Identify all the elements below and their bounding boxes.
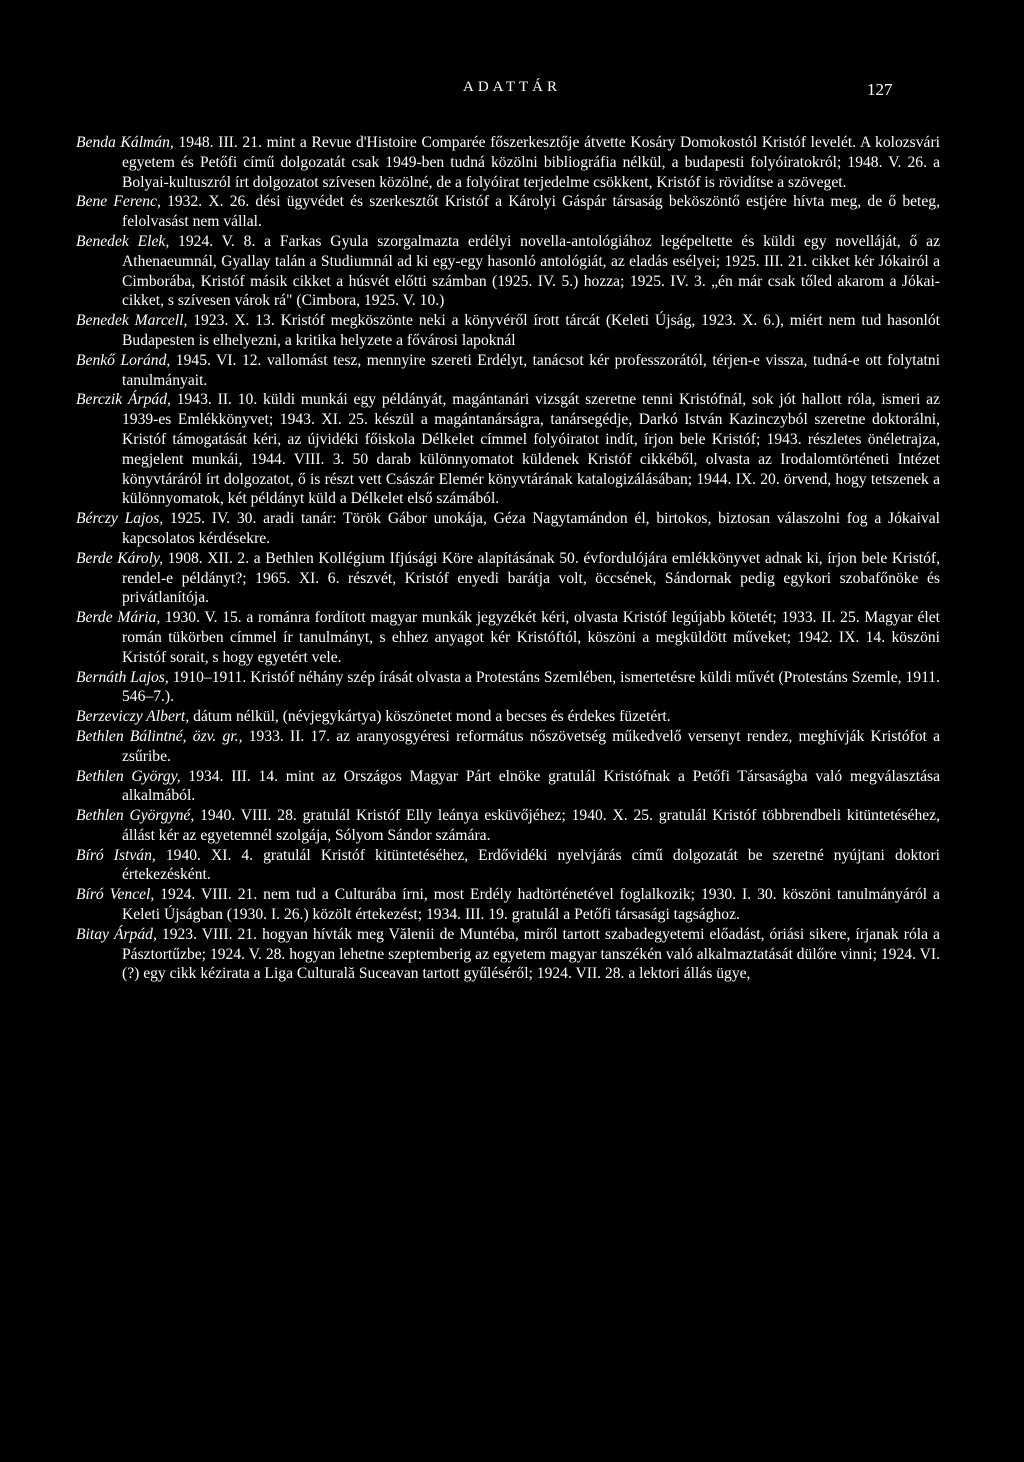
entry-text: 1933. II. 17. az aranyosgyéresi református nőszövetség műkedvelő versenyt rendez, meghívják Kristófot a zsűribe. xyxy=(122,727,941,765)
entry-name: Berde Károly, xyxy=(76,549,164,567)
entry-benedek-elek xyxy=(76,232,940,311)
entry-name: Benda Kálmán, xyxy=(76,134,174,151)
entry-name: Benedek Elek, xyxy=(76,232,170,250)
entry-name: Berde Mária, xyxy=(76,609,161,627)
entry-berczy-lajos xyxy=(76,509,940,549)
entry-bernath-lajos xyxy=(76,668,940,708)
entry-text: 1940. VIII. 28. gratulál Kristóf Elly leánya esküvőjéhez; 1940. X. 25. gratulál Kristóf többrendbeli kitüntetéséhez, állást kér az egyetemnél szolgája, Sólyom Sándor számára. xyxy=(122,807,940,844)
entry-name: Bene Ferenc, xyxy=(76,193,161,211)
entry-name: Berczik Árpád, xyxy=(76,391,171,409)
entry-list xyxy=(76,133,940,984)
entry-text: 1934. III. 14. mint az Országos Magyar Párt elnöke gratulál Kristófnak a Petőfi Társaságba való megválasztása alkalmából. xyxy=(122,767,941,805)
entry-text: 1923. VIII. 21. hogyan hívták meg Vălenii de Muntébа, miről tartott szabadegyetemi előadást, óriási sikere, írjanak róla a Pásztortűzbe; 1924. V. 28. hogyan lehetne szeptemberig az egyetem magyar tanszékén való alkalmaztatását dülőre vinni; 1924. VI. (?) egy cikk kézirata a Liga Culturală Suceavan tartott gyűléséről; 1924. VII. 28. a lektori állás ügye, xyxy=(122,925,940,983)
entry-name: Berzeviczy Albert, xyxy=(76,708,190,726)
entry-text: 1930. V. 15. a románra fordított magyar munkák jegyzékét kéri, olvasta Kristóf legújabb kötetét; 1933. II. 25. Magyar élet román tükörben címmel ír tanulmányt, s ehhez anyagot kér Kristóftól, köszöni a megküldött műveket; 1942. IX. 14. köszöni Kristóf sorait, s hogy egyetért vele. xyxy=(122,609,941,666)
entry-text: 1923. X. 13. Kristóf megköszönte neki a könyvéről írott tárcát (Keleti Újság, 1923. X. 6.), miért nem tud hasonlót Budapesten is elhelyezni, a kritika helyzete a fővárosi lapoknál xyxy=(122,312,941,349)
entry-text: 1945. VI. 12. vallomást tesz, mennyire szereti Erdélyt, tanácsot kér professzorától, térjen-e vissza, tudná-e ott folytatni tanulmányait. xyxy=(122,351,941,389)
entry-name: Benkő Loránd, xyxy=(76,351,171,369)
entry-berczik-arpad xyxy=(76,390,940,509)
entry-bene-ferenc xyxy=(76,192,940,232)
entry-berde-maria xyxy=(76,608,940,667)
entry-text: dátum nélkül, (névjegykártya) köszönetet mond a becses és érdekes füzetért. xyxy=(189,708,671,726)
entry-name: Bérczy Lajos, xyxy=(76,510,164,528)
entry-text: 1925. IV. 30. aradi tanár: Török Gábor unokája, Géza Nagytamándon él, birtokos, biztosan válaszolni fog a Jókaival kapcsolatos kérdésekre. xyxy=(122,510,940,547)
entry-berde-karoly xyxy=(76,549,940,608)
entry-text: 1910–1911. Kristóf néhány szép írását olvasta a Protestáns Szemlében, ismertetésre küldi művét (Protestáns Szemle, 1911. 546–7.). xyxy=(122,668,941,706)
entry-text: 1908. XII. 2. a Bethlen Kollégium Ifjúsági Köre alapításának 50. évfordulójára emlékkönyvet adnak ki, írjon bele Kristóf, rendel-e példányt?; 1965. XI. 6. részvét, Kristóf enyedi barátja volt, öccsének, Sándornak pedig egykori szobafőnöke és privátlanítója. xyxy=(122,549,940,607)
entry-name: Bíró Vencel, xyxy=(76,886,155,904)
entry-text: 1940. XI. 4. gratulál Kristóf kitüntetéséhez, Erdővidéki nyelvjárás című dolgozatát be szeretné nyújtani doktori értekezésként. xyxy=(122,846,940,884)
page-number: 127 xyxy=(867,80,893,99)
entry-bethlen-balintne xyxy=(76,727,940,767)
entry-text: 1943. II. 10. küldi munkái egy példányát, magántanári vizsgát szeretne tenni Kristófnál, sok jót hallott róla, ismeri az 1939-es Emlékkönyvet; 1943. XI. 25. készül a magántanárságra, tanársegédje, Darkó István Kazinczyból szeretne doktorálni, Kristóf támogatását kéri, az újvidéki főiskola Délkelet címmel folyóiratot indít, írjon bele Kristóf; 1943. részletes önéletrajza, megjelent munkái, 1944. VIII. 3. 50 darab különnyomatot küldenek Kristóf cikkéből, olvasta az Irodalomtörténeti Intézet könyvtáráról írt dolgozatot, ő is részt vett Császár Elemér könyvtárának katalogizálásában; 1944. IX. 20. örvend, hogy tetszenek a különnyomatok, két példányt küld a Délkelet első számából. xyxy=(122,391,940,508)
entry-benda-kalman xyxy=(76,133,940,192)
entry-benko-lorand xyxy=(76,351,940,391)
entry-text: 1924. V. 8. a Farkas Gyula szorgalmazta erdélyi novella-antológiához legépeltette és küldi egy novelláját, ő az Athenaeumnál, Gyallay talán a Studiumnál ad ki egy-egy hasonló antológiát, az eladás esélyei; 1925. III. 21. cikket kér Jókairól a Cimborába, Kristóf másik cikket a húsvét előtti számban (1925. IV. 5.) hozza; 1925. IV. 3. „én már csak tőled akarom a Jókai-cikket, s szívesen várok rá" (Cimbora, 1925. V. 10.) xyxy=(122,232,940,310)
running-head: ADATTÁR xyxy=(463,79,561,95)
entry-text: 1924. VIII. 21. nem tud a Culturába írni, most Erdély hadtörténetével foglalkozik; 1930. I. 30. köszöni tanulmányáról a Keleti Újságban (1930. I. 26.) közölt értekezést; 1934. III. 19. gratulál a Petőfi társasági tagsághoz. xyxy=(122,886,940,924)
entry-biro-vencel xyxy=(76,885,940,925)
entry-name: Bitay Árpád, xyxy=(76,925,157,943)
entry-benedek-marcell xyxy=(76,311,940,351)
entry-berzeviczy-albert xyxy=(76,707,940,727)
entry-biro-istvan xyxy=(76,846,940,886)
entry-name: Bíró István, xyxy=(76,846,156,864)
entry-text: 1932. X. 26. dési ügyvédet és szerkesztőt Kristóf a Károlyi Gáspár társaság beköszöntő estjére hívta meg, de ő beteg, felolvasást nem vállal. xyxy=(122,193,940,231)
entry-name: Bethlen György, xyxy=(76,767,181,785)
entry-name: Bethlen Bálintné, özv. gr., xyxy=(76,727,243,745)
entry-text: 1948. III. 21. mint a Revue d'Histoire Comparée főszerkesztője átvette Kosáry Domokostól Kristóf levelét. A kolozsvári egyetem és Petőfi című dolgozatát csak 1949-ben tudná közölni bibliográfia nélkül, a budapesti folyóiratokról; 1948. V. 26. a Bolyai-kultuszról írt dolgozatot szívesen közölné, de a folyóirat terjedelme csökkent, Kristóf is rövidítse a szöveget. xyxy=(122,134,940,191)
entry-bethlen-gyorgyne xyxy=(76,806,940,846)
entry-name: Benedek Marcell, xyxy=(76,312,188,330)
entry-bethlen-gyorgy xyxy=(76,767,940,807)
entry-name: Bethlen Györgyné, xyxy=(76,807,195,825)
entry-name: Bernáth Lajos, xyxy=(76,668,169,686)
entry-bitay-arpad xyxy=(76,925,940,984)
